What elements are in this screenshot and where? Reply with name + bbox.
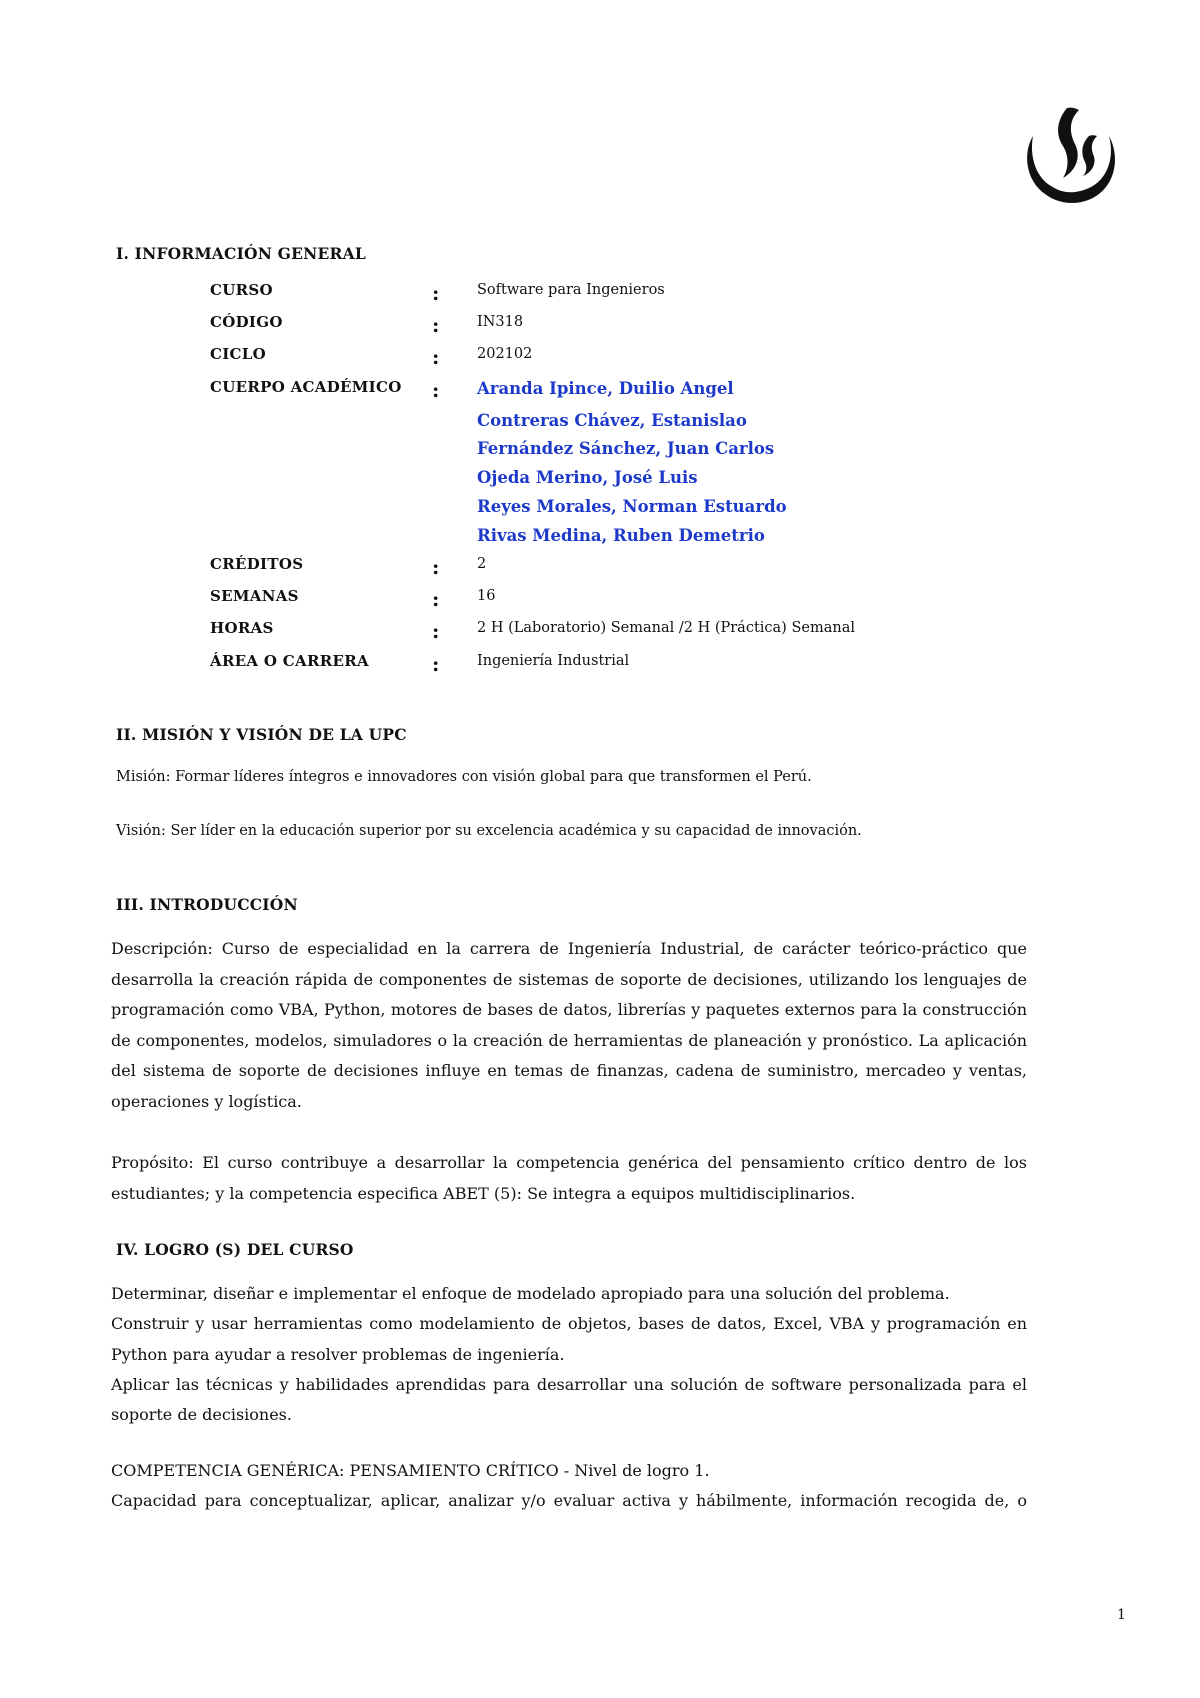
section-title-informacion-general: I. INFORMACIÓN GENERAL: [116, 244, 366, 263]
area-carrera-value: Ingeniería Industrial: [477, 653, 630, 669]
descripcion-paragraph: Descripción: Curso de especialidad en la carrera de Ingeniería Industrial, de carácter teórico-práctico que desarrolla la creación rápida de componentes de sistemas de soporte de decisiones, utilizando los lenguajes de programación como VBA, Python, motores de bases de datos, librerías y paquetes externos para la construcción de componentes, modelos, simuladores o la creación de herramientas de planeación y pronóstico. La aplicación del sistema de soporte de decisiones influye en temas de finanzas, cadena de suministro, mercadeo y ventas, operaciones y logística.: [111, 939, 1027, 1111]
professor-name: Aranda Ipince, Duilio Angel: [477, 379, 734, 398]
horas-label: HORAS: [210, 619, 274, 637]
curso-value: Software para Ingenieros: [477, 282, 665, 298]
professor-name: Ojeda Merino, José Luis: [477, 468, 698, 487]
curso-label: CURSO: [210, 281, 273, 299]
cuerpo-academico-label: CUERPO ACADÉMICO: [210, 378, 402, 396]
page-number: 1: [1117, 1607, 1126, 1623]
semanas-value: 16: [477, 588, 496, 604]
semanas-label: SEMANAS: [210, 587, 299, 605]
semanas-colon: :: [432, 587, 440, 611]
ciclo-value: 202102: [477, 346, 533, 362]
logro-line: Construir y usar herramientas como modelamiento de objetos, bases de datos, Excel, VBA y programación en: [111, 1314, 1027, 1333]
area-carrera-colon: :: [432, 652, 440, 676]
codigo-colon: :: [432, 313, 440, 337]
codigo-label: CÓDIGO: [210, 313, 283, 331]
horas-colon: :: [432, 619, 440, 643]
ciclo-label: CICLO: [210, 345, 267, 363]
ciclo-colon: :: [432, 345, 440, 369]
logro-line: Aplicar las técnicas y habilidades aprendidas para desarrollar una solución de software personalizada para el: [111, 1375, 1027, 1394]
professor-name: Contreras Chávez, Estanislao: [477, 411, 747, 430]
cuerpo-academico-colon: :: [432, 378, 440, 402]
section-title-logros: IV. LOGRO (S) DEL CURSO: [116, 1240, 354, 1259]
mision-text: Misión: Formar líderes íntegros e innovadores con visión global para que transformen el Perú.: [116, 769, 812, 785]
competencia-title: COMPETENCIA GENÉRICA: PENSAMIENTO CRÍTICO - Nivel de logro 1.: [111, 1461, 710, 1480]
creditos-value: 2: [477, 556, 487, 572]
curso-colon: :: [432, 281, 440, 305]
logro-line: soporte de decisiones.: [111, 1405, 292, 1424]
vision-text: Visión: Ser líder en la educación superior por su excelencia académica y su capacidad de innovación.: [116, 823, 862, 839]
proposito-paragraph: Propósito: El curso contribuye a desarrollar la competencia genérica del pensamiento crítico dentro de los estudiantes; y la competencia especifica ABET (5): Se integra a equipos multidisciplinarios.: [111, 1153, 1027, 1203]
professor-name: Reyes Morales, Norman Estuardo: [477, 497, 787, 516]
logro-line: Python para ayudar a resolver problemas de ingeniería.: [111, 1345, 565, 1364]
professor-name: Fernández Sánchez, Juan Carlos: [477, 439, 775, 458]
upc-logo-icon: [1019, 100, 1123, 208]
section-title-introduccion: III. INTRODUCCIÓN: [116, 895, 298, 914]
creditos-label: CRÉDITOS: [210, 555, 304, 573]
professor-name: Rivas Medina, Ruben Demetrio: [477, 526, 765, 545]
section-title-mision-vision: II. MISIÓN Y VISIÓN DE LA UPC: [116, 725, 407, 744]
codigo-value: IN318: [477, 314, 524, 330]
logro-line: Determinar, diseñar e implementar el enfoque de modelado apropiado para una solución del problema.: [111, 1284, 950, 1303]
creditos-colon: :: [432, 555, 440, 579]
horas-value: 2 H (Laboratorio) Semanal /2 H (Práctica) Semanal: [477, 620, 855, 636]
competencia-text: Capacidad para conceptualizar, aplicar, analizar y/o evaluar activa y hábilmente, información recogida de, o: [111, 1491, 1027, 1510]
area-carrera-label: ÁREA O CARRERA: [210, 652, 369, 670]
